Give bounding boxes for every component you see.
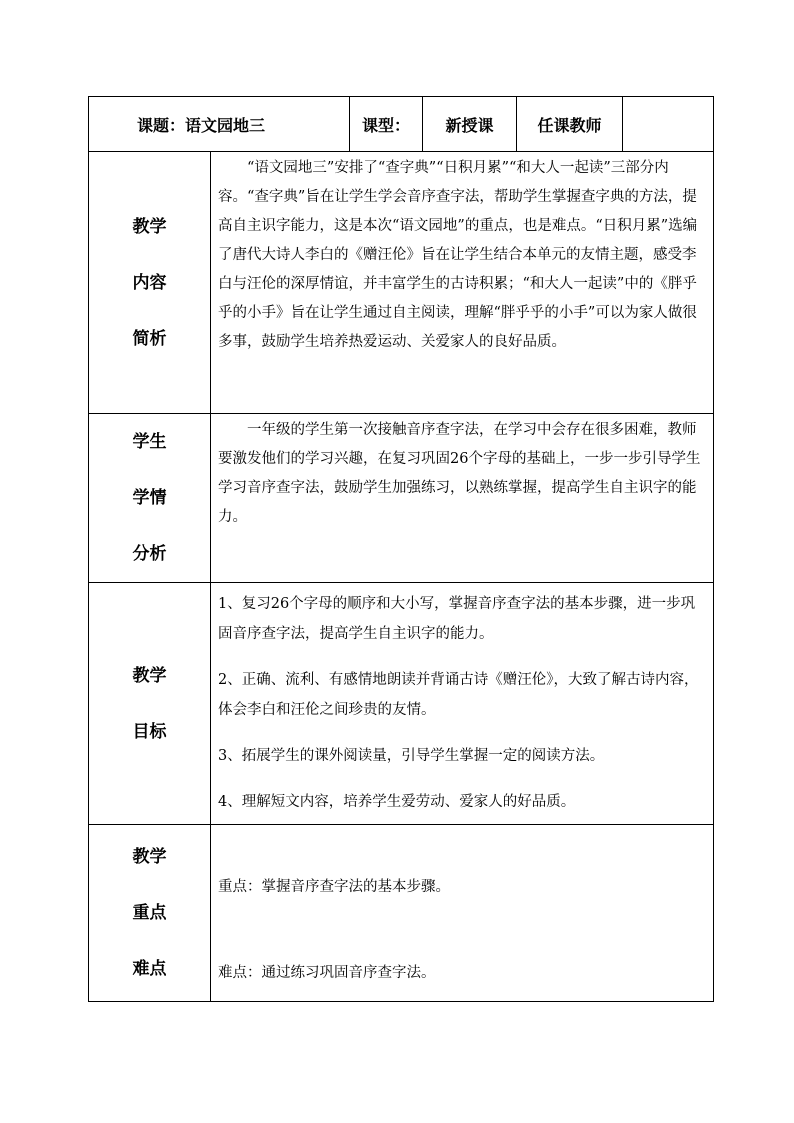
content-label-line: 内容 — [132, 272, 167, 293]
key-point-text: 重点：掌握音序查字法的基本步骤。 — [218, 879, 450, 895]
goals-label-line: 目标 — [132, 721, 167, 742]
goals-text-cell — [211, 583, 714, 825]
title-value: 语文园地三 — [185, 115, 266, 135]
analysis-label-line: 分析 — [132, 544, 167, 564]
header-row — [89, 97, 714, 152]
content-row — [89, 152, 714, 414]
goal-item: 4、理解短文内容，培养学生爱劳动、爱家人的好品质。 — [218, 794, 576, 810]
type-value-cell — [423, 97, 517, 152]
analysis-text-cell — [211, 414, 714, 583]
teacher-value-cell — [623, 97, 714, 152]
goal-item: 1、复习26个字母的顺序和大小写，掌握音序查字法的基本步骤，进一步巩固音序查字法，提高学生自主识字的能力。 — [218, 596, 696, 642]
content-label-cell — [89, 152, 211, 414]
title-label: 课题： — [137, 115, 186, 135]
analysis-text: 一年级的学生第一次接触音序查字法，在学习中会存在很多困难，教师要激发他们的学习兴趣，在复习巩固26个字母的基础上，一步一步引导学生学习音序查字法，鼓励学生加强练习，以熟练掌握，提高学生自主识字的能力。 — [218, 422, 701, 525]
teacher-label-cell — [517, 97, 623, 152]
goals-label-line: 教学 — [132, 665, 167, 686]
lesson-plan-table — [88, 96, 714, 1002]
content-text-cell — [211, 152, 714, 414]
content-text: “语文园地三”安排了“查字典”“日积月累”“和大人一起读”三部分内容。“查字典”旨在让学生学会音序查字法，帮助学生掌握查字典的方法，提高自主识字能力，这是本次“语文园地”的重点，也是难点。“日积月累”选编了唐代大诗人李白的《赠汪伦》旨在让学生结合本单元的友情主题，感受李白与汪伦的深厚情谊，并丰富学生的古诗积累；“和大人一起读”中的《胖乎乎的小手》旨在让学生通过自主阅读，理解“胖乎乎的小手”可以为家人做很多事，鼓励学生培养热爱运动、关爱家人的良好品质。 — [218, 160, 698, 350]
key-points-label-line: 重点 — [132, 903, 167, 923]
type-value: 新授课 — [445, 115, 494, 135]
analysis-label-line: 学生 — [132, 432, 167, 452]
goal-item: 3、拓展学生的课外阅读量，引导学生掌握一定的阅读方法。 — [218, 748, 605, 764]
content-label-line: 简析 — [132, 328, 167, 349]
key-points-label-line: 教学 — [132, 847, 167, 867]
key-points-row — [89, 825, 714, 1002]
key-points-text-cell — [211, 825, 714, 1002]
goal-item: 2、正确、流利、有感情地朗读并背诵古诗《赠汪伦》，大致了解古诗内容，体会李白和汪伦之间珍贵的友情。 — [218, 672, 699, 718]
goals-label-cell — [89, 583, 211, 825]
analysis-label-cell — [89, 414, 211, 583]
key-points-label-cell — [89, 825, 211, 1002]
goals-row — [89, 583, 714, 825]
type-label-cell — [350, 97, 423, 152]
type-label: 课型： — [361, 115, 410, 135]
content-label-line: 教学 — [132, 216, 167, 237]
difficulty-text: 难点：通过练习巩固音序查字法。 — [218, 965, 436, 981]
key-points-label-line: 难点 — [132, 959, 167, 979]
title-cell — [89, 97, 350, 152]
analysis-row — [89, 414, 714, 583]
teacher-label: 任课教师 — [537, 115, 602, 135]
analysis-label-line: 学情 — [132, 488, 167, 508]
